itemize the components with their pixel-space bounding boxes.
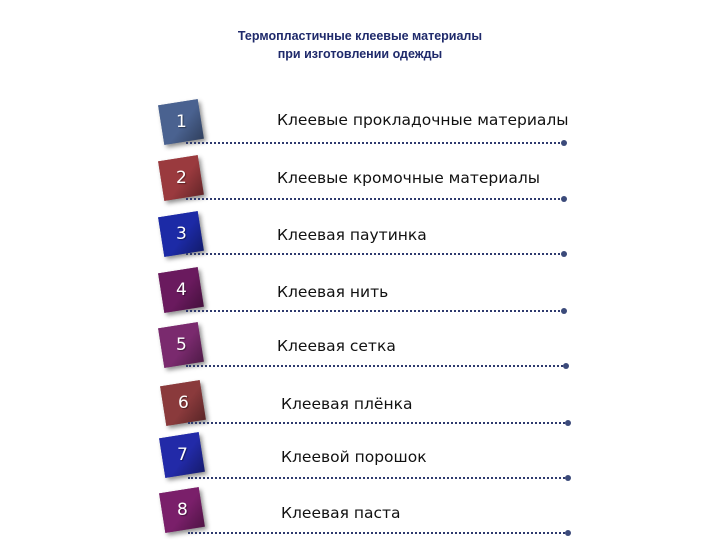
item-label: Клеевые прокладочные материалы [277,111,569,129]
dotted-divider [186,253,564,255]
divider-end-dot [561,140,567,146]
list-item [0,152,720,208]
number-badge-label: 4 [175,280,187,301]
divider-end-dot [561,251,567,257]
divider-end-dot [561,196,567,202]
number-badge [158,322,204,368]
item-label: Клеевая нить [277,283,389,301]
item-label: Клеевая плёнка [281,395,413,413]
number-badge-label: 1 [175,112,187,133]
list-item [0,432,720,488]
dotted-divider [186,198,564,200]
dotted-divider [186,310,564,312]
dotted-divider [188,477,568,479]
number-badge [159,487,205,533]
list-item [0,376,720,432]
number-badge [159,432,205,478]
number-badge-label: 8 [176,500,188,521]
number-badge [158,155,204,201]
item-label: Клеевой порошок [281,448,427,466]
title-line-2: при изготовлении одежды [277,47,443,61]
number-badge-label: 7 [176,445,188,466]
dotted-divider [186,365,566,367]
dotted-divider [188,422,568,424]
number-badge-label: 6 [177,393,189,414]
number-badge-label: 3 [175,224,187,245]
number-badge-label: 2 [175,168,187,189]
list-item [0,320,720,376]
title-line-1: Термопластичные клеевые материалы [237,29,483,43]
item-label: Клеевая паутинка [277,226,427,244]
divider-end-dot [563,363,569,369]
list-item [0,486,720,542]
divider-end-dot [565,475,571,481]
number-badge [158,211,204,257]
slide-title [0,27,720,63]
dotted-divider [188,532,568,534]
item-label: Клеевые кромочные материалы [277,169,540,187]
number-badge [158,267,204,313]
dotted-divider [186,142,564,144]
list-item [0,264,720,320]
divider-end-dot [565,530,571,536]
divider-end-dot [561,308,567,314]
number-badge-label: 5 [175,335,187,356]
item-label: Клеевая сетка [277,337,396,355]
list-item [0,96,720,152]
list-item [0,208,720,264]
number-badge [160,380,206,426]
number-badge [158,99,204,145]
item-label: Клеевая паста [281,504,401,522]
divider-end-dot [565,420,571,426]
